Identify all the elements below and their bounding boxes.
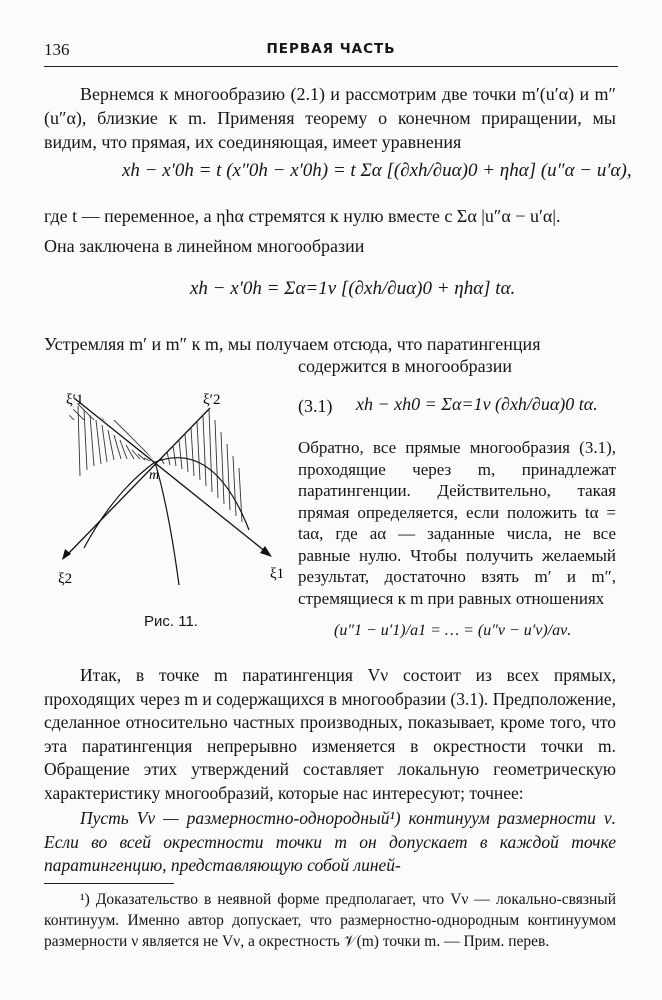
label-xi2: ξ2 [58,571,73,587]
arrow-xi2-icon [62,549,71,560]
text-limit-line1: Устремляя m′ и m″ к m, мы получаем отсюда, что паратингенция [44,334,541,354]
footnote: ¹) Доказательство в неявной форме предполагает, что Vν — локально-связный континуум. Именно автор допускает, что размерностно-однородным континуумом размерности ν является не Vν, а окрестность 𝒱(m) точки m. — Прим. перев. [44,891,616,950]
hatch-right-strokes [161,410,242,522]
figure-11 [44,380,294,590]
equation-label-3-1: (3.1) [298,396,333,416]
hatch-left [54,400,204,470]
label-m: m [149,468,160,483]
equation-linear-manifold: xh − x′0h = Σα=1ν [(∂xh/∂uα)0 + ηhα] tα. [190,278,516,299]
equation-secant-line: xh − x′0h = t (x″0h − x′0h) = t Σα [(∂xh/∂uα)0 + ηhα] (u″α − u′α), [122,160,632,181]
paragraph-thus: Итак, в точке m паратингенция Vν состоит из всех прямых, проходящих через m и содержащихся в многообразии (3.1). Предположение, сделанное относительно частных производных, показывает, кроме того, что эта паратингенция непрерывно изменяется в окрестности точки m. Обращение этих утверждений составляет локальную геометрическую характеристику многообразий, которые нас интересуют; точнее: [44,665,616,803]
text-contained: Она заключена в линейном многообразии [44,236,365,256]
text-where-t: где t — переменное, а ηhα стремятся к нулю вместе с Σα |u″α − u′α|. [44,206,561,226]
paragraph-theorem: Пусть Vν — размерностно-однородный¹) континуум размерности ν. Если во всей окрестности точки m он допускает в каждой точке паратингенцию, представляющую собой линей- [44,808,616,875]
line-xi2 [66,408,210,556]
header-rule [44,66,618,67]
running-title: ПЕРВАЯ ЧАСТЬ [266,41,396,57]
figure-caption: Рис. 11. [144,613,198,630]
paragraph-conversely: Обратно, все прямые многообразия (3.1), проходящие через m, принадлежат паратингенции. Действительно, такая прямая определяется, если положить tα = taα, где aα — заданные числа, не все равные нулю. Чтобы получить желаемый результат, достаточно взять m′ и m″, стремящиеся к m при равных отношениях [298,438,616,608]
equation-equal-ratios: (u″1 − u′1)/a1 = … = (u″ν − u′ν)/aν. [334,622,572,639]
paragraph-intro: Вернемся к многообразию (2.1) и рассмотрим две точки m′(u′α) и m″(u″α), близкие к m. Применяя теорему о конечном приращении, мы видим, что прямая, их соединяющая, имеет уравнения [44,84,616,152]
page-header [44,40,618,62]
footnote-rule [44,883,174,884]
arrow-xi1-icon [260,546,272,557]
label-xi1: ξ1 [270,566,285,582]
equation-3-1: xh − xh0 = Σα=1ν (∂xh/∂uα)0 tα. [356,394,598,414]
page-number: 136 [44,40,70,59]
hatch-left-strokes [78,406,150,476]
text-limit-line2: содержится в многообразии [298,356,513,376]
label-xi1-prime: ξ′1 [66,392,84,408]
label-xi2-prime: ξ′2 [203,392,221,408]
